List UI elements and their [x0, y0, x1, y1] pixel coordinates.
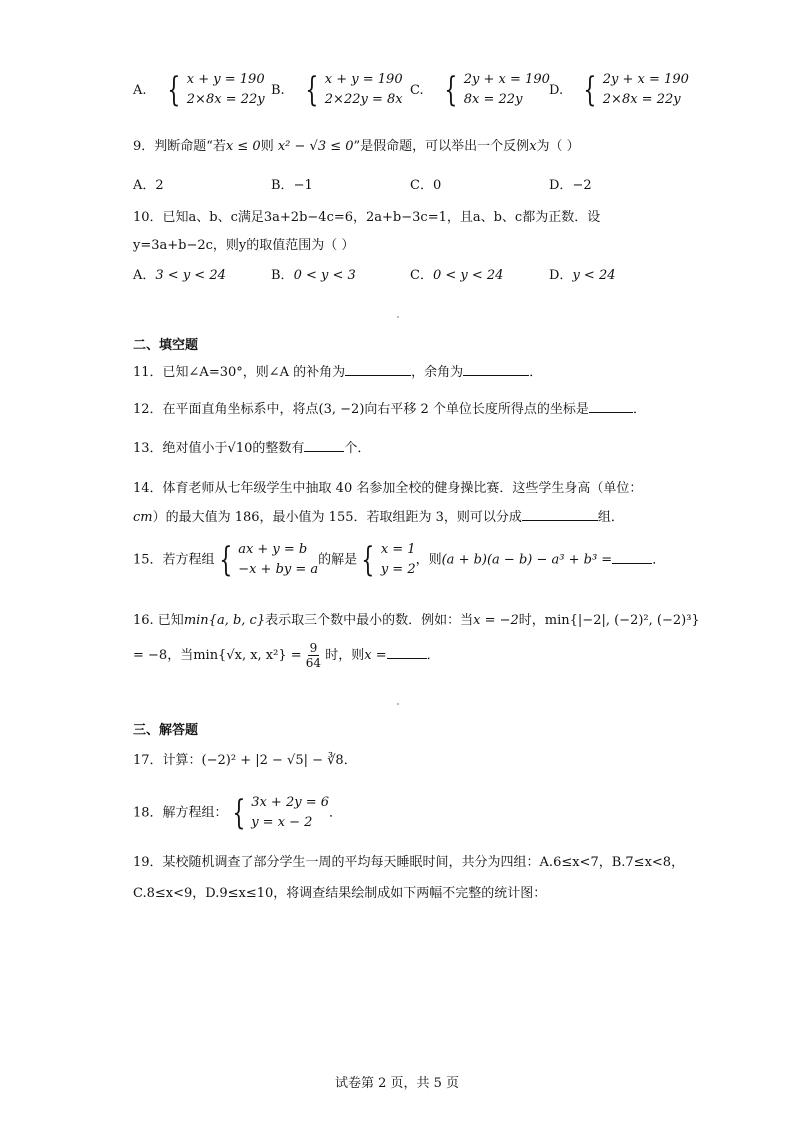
q9-option-a: A．2: [133, 178, 164, 193]
q9-expression: x² − √3 ≤ 0: [277, 139, 354, 154]
point-coordinate: (3, −2): [318, 402, 365, 417]
answer-blank[interactable]: [522, 508, 598, 521]
q10-option-c: C．0 < y < 24: [410, 268, 504, 283]
q8-option-d: D. { 2y + x = 190 2×8x = 22y: [549, 70, 689, 110]
q9-text: 9．判断命题“若: [133, 139, 226, 154]
option-label: B.: [271, 82, 285, 98]
q14-line-2: cm）的最大值为 186，最小值为 155．若取组距为 3，则可以分成 组．: [133, 510, 624, 525]
equation: x + y = 190: [186, 72, 265, 87]
question-9: [133, 135, 580, 154]
q8-option-a: A. { x + y = 190 2×8x = 22y: [133, 70, 265, 110]
equation: 2y + x = 190: [463, 72, 550, 87]
answer-blank[interactable]: [304, 439, 344, 452]
answer-blank[interactable]: [612, 551, 652, 564]
answer-blank[interactable]: [345, 363, 411, 376]
q16-line-1: 16. 已知min{a, b, c}表示取三个数中最小的数．例如：当x = −2时，min{|−2|, (−2)², (−2)³}: [133, 613, 700, 628]
equation: 2×8x = 22y: [602, 92, 681, 107]
option-label: C.: [410, 82, 424, 98]
q10-option-d: D．y < 24: [549, 268, 616, 283]
q9-text: ”是假命题，可以举出一个反例: [353, 139, 530, 154]
q9-option-c: C．0: [410, 178, 442, 193]
q9-text: 为（ ）: [536, 139, 580, 154]
page-footer: 试卷第 2 页，共 5 页: [334, 1076, 460, 1091]
question-15: 15．若方程组 { ax + y = b −x + by = a 的解是 { x = 1 y = 2 ，则(a + b)(a − b) − a³ + b³ = ．: [133, 540, 666, 580]
question-17: 17．计算：(−2)² + |2 − √5| − ∛8．: [133, 753, 357, 768]
sqrt-expression: √10: [227, 441, 253, 456]
answer-blank[interactable]: [387, 646, 427, 659]
option-label: A.: [133, 82, 147, 98]
q10-option-b: B．0 < y < 3: [271, 268, 356, 283]
question-12: 12．在平面直角坐标系中，将点(3, −2)向右平移 2 个单位长度所得点的坐标是 ．: [133, 402, 646, 417]
section-2-title: 二、填空题: [133, 338, 199, 353]
section-3-title: 三、解答题: [133, 723, 199, 738]
q9-condition: x ≤ 0: [225, 139, 261, 154]
q10-line-1: 10．已知a、b、c满足3a+2b−4c=6，2a+b−3c=1，且a、b、c都为正数．设: [133, 210, 601, 225]
q10-option-a: A．3 < y < 24: [133, 268, 226, 283]
equation: 2×22y = 8x: [324, 92, 403, 107]
expression: (−2)² + |2 − √5| − ∛8: [201, 753, 344, 768]
question-13: 13．绝对值小于√10的整数有 个．: [133, 441, 371, 456]
q14-line-1: 14．体育老师从七年级学生中抽取 40 名参加全校的健身操比赛．这些学生身高（单位：: [133, 481, 643, 496]
q8-option-c: C. { 2y + x = 190 8x = 22y: [410, 70, 550, 110]
equation: 2y + x = 190: [602, 72, 689, 87]
answer-blank[interactable]: [463, 363, 529, 376]
q9-option-b: B．−1: [271, 178, 313, 193]
q9-variable: x: [529, 139, 537, 154]
q9-text: 则: [260, 139, 274, 154]
option-label: D.: [549, 82, 564, 98]
unit: cm: [133, 510, 153, 525]
q19-line-2: C.8≤x<9，D.9≤x≤10，将调查结果绘制成如下两幅不完整的统计图：: [133, 886, 547, 901]
fraction: $\frac{9}{64}$: [305, 641, 322, 670]
page-marker-dot: [397, 316, 399, 318]
equation: 2×8x = 22y: [186, 92, 265, 107]
question-18: 18．解方程组： { 3x + 2y = 6 y = x − 2 ．: [133, 793, 343, 833]
q16-line-2: = −8，当min{√x, x, x²} = $\frac{9}{64}$ 时，则x = ．: [133, 641, 440, 670]
q8-option-b: B. { x + y = 190 2×22y = 8x: [271, 70, 403, 110]
question-11: 11．已知∠A=30°，则∠A 的补角为 ，余角为 ．: [133, 365, 543, 380]
equation: 8x = 22y: [463, 92, 523, 107]
expression: (a + b)(a − b) − a³ + b³ =: [441, 552, 613, 568]
answer-blank[interactable]: [589, 400, 633, 413]
q9-option-d: D．−2: [549, 178, 592, 193]
q19-line-1: 19．某校随机调查了部分学生一周的平均每天睡眠时间，共分为四组：A.6≤x<7，B.7≤x<8，: [133, 855, 685, 870]
q10-line-2: y=3a+b−2c，则y的取值范围为（ ）: [133, 238, 355, 253]
page-marker-dot: [397, 703, 399, 705]
equation: x + y = 190: [324, 72, 403, 87]
